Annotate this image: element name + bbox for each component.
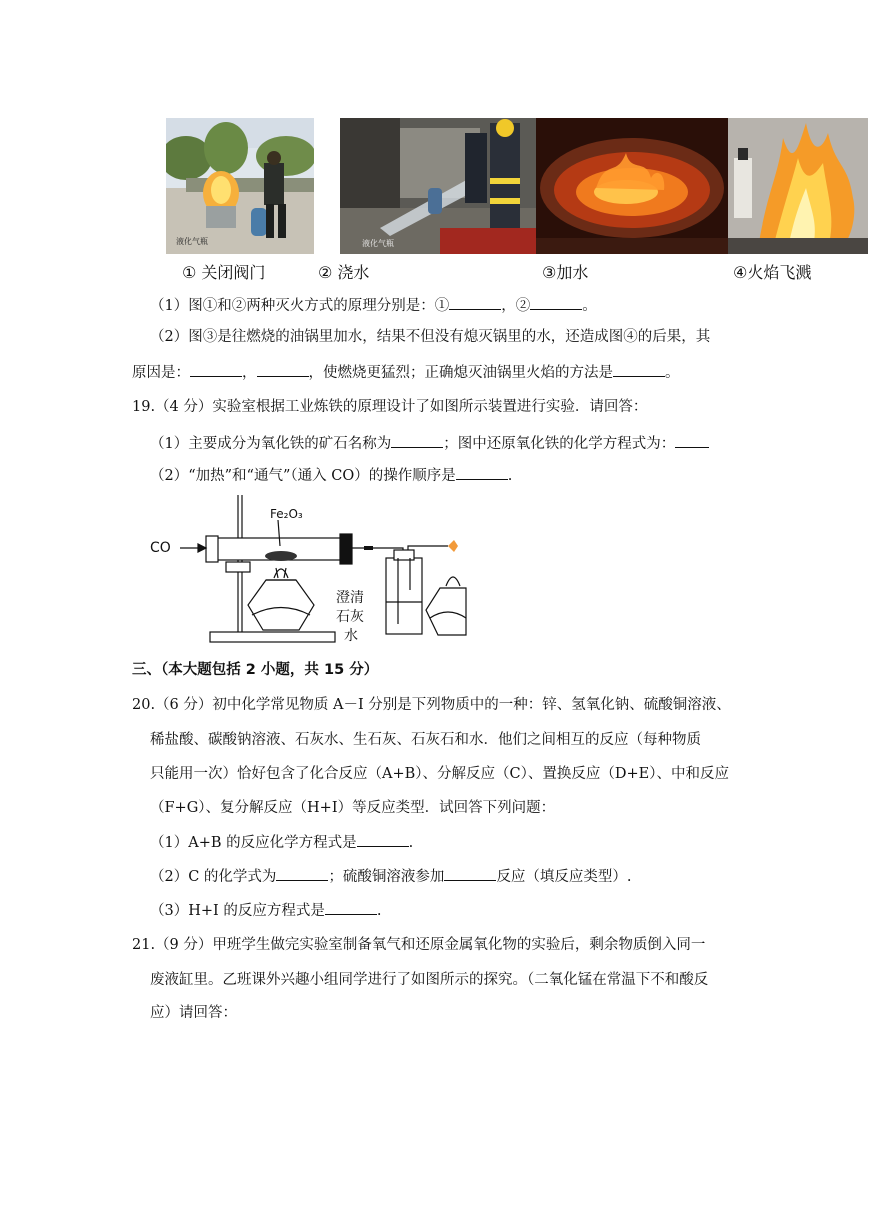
iron-reduction-apparatus — [148, 490, 468, 650]
caption-1: ① 关闭阀门 — [182, 263, 266, 282]
answer-blank[interactable] — [190, 362, 242, 377]
answer-blank[interactable] — [391, 433, 443, 448]
q20-line2: 稀盐酸、碳酸钠溶液、石灰水、生石灰、石灰石和水．他们之间相互的反应（每种物质 — [150, 732, 701, 748]
q19-part2: （2）“加热”和“通气”（通入 CO）的操作顺序是 . — [150, 465, 512, 486]
answer-blank[interactable] — [675, 433, 709, 448]
q20-line1: 20.（6 分）初中化学常见物质 A－I 分别是下列物质中的一种：锌、氢氧化钠、硫酸铜溶液、 — [132, 697, 731, 713]
photo-flame-splash — [728, 118, 868, 254]
answer-blank[interactable] — [456, 465, 508, 480]
tank-label: 液化气瓶 — [176, 237, 208, 246]
q20-part1: （1）A+B 的反应化学方程式是 . — [150, 832, 413, 853]
co-label: CO — [150, 540, 171, 556]
q18-part1: （1）图①和②两种灭火方式的原理分别是：① ，② 。 — [150, 295, 597, 316]
answer-blank[interactable] — [444, 866, 496, 881]
limewater-label-1: 澄清 — [336, 590, 364, 606]
q20-line4: （F+G）、复分解反应（H+I）等反应类型．试回答下列问题： — [150, 800, 556, 816]
answer-blank[interactable] — [276, 866, 328, 881]
q21-line3: 应）请回答： — [150, 1005, 237, 1021]
q20-part2: （2）C 的化学式为 ；硫酸铜溶液参加 反应（填反应类型）. — [150, 866, 632, 887]
fe2o3-label: Fe₂O₃ — [270, 507, 303, 521]
q19-part1: （1）主要成分为氧化铁的矿石名称为 ；图中还原氧化铁的化学方程式为： — [150, 433, 709, 454]
q20-line3: 只能用一次）恰好包含了化合反应（A+B）、分解反应（C）、置换反应（D+E）、中和反应 — [150, 766, 729, 782]
limewater-label-2: 石灰 — [336, 609, 364, 625]
answer-blank[interactable] — [530, 295, 582, 310]
answer-blank[interactable] — [325, 900, 377, 915]
answer-blank[interactable] — [357, 832, 409, 847]
caption-4: ④火焰飞溅 — [733, 263, 812, 282]
photo-pan-fire — [536, 118, 728, 254]
caption-2: ② 浇水 — [318, 263, 370, 282]
section3-title: 三、（本大题包括 2 小题，共 15 分） — [132, 662, 379, 678]
answer-blank[interactable] — [257, 362, 309, 377]
tank-label-2: 液化气瓶 — [362, 239, 394, 248]
q20-part3: （3）H+I 的反应方程式是 . — [150, 900, 381, 921]
limewater-label-3: 水 — [344, 628, 358, 644]
photo-water-spray — [340, 118, 536, 254]
q18-part2a: （2）图③是往燃烧的油锅里加水，结果不但没有熄灭锅里的水，还造成图④的后果，其 — [150, 329, 711, 345]
photo-close-valve — [166, 118, 314, 254]
q21-line2: 废液缸里。乙班课外兴趣小组同学进行了如图所示的探究。（二氧化锰在常温下不和酸反 — [150, 972, 709, 988]
q21-line1: 21.（9 分）甲班学生做完实验室制备氧气和还原金属氧化物的实验后，剩余物质倒入同一 — [132, 937, 706, 953]
answer-blank[interactable] — [613, 362, 665, 377]
answer-blank[interactable] — [449, 295, 501, 310]
caption-3: ③加水 — [542, 263, 589, 282]
q18-part2b: 原因是： ， ，使燃烧更猛烈；正确熄灭油锅里火焰的方法是 。 — [132, 362, 680, 383]
q19-heading: 19.（4 分）实验室根据工业炼铁的原理设计了如图所示装置进行实验．请回答： — [132, 399, 648, 415]
